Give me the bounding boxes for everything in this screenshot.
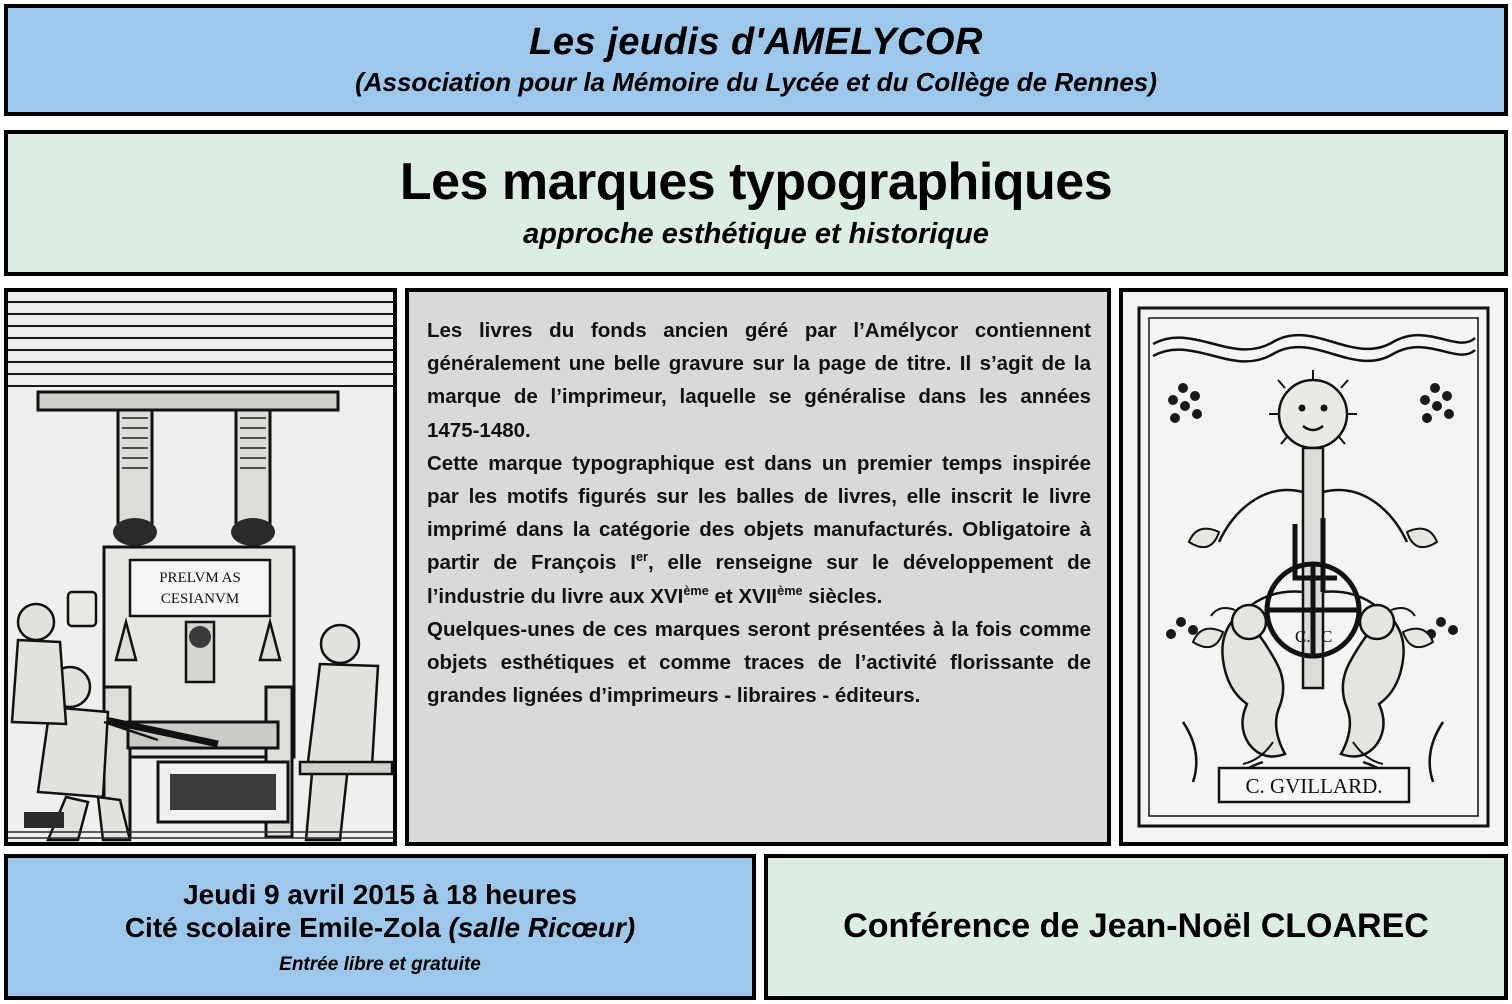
free-entry-note: Entrée libre et gratuite [279, 954, 481, 976]
paragraph-2-sup2: ème [683, 582, 709, 598]
description-panel [405, 288, 1111, 846]
content-row [4, 288, 1508, 846]
event-room: (salle Ricœur) [448, 912, 636, 943]
event-details-box [4, 854, 756, 1000]
title-band [4, 130, 1508, 276]
paragraph-2-sup1: er [635, 549, 648, 565]
svg-text:CESIANVM: CESIANVM [160, 591, 240, 607]
monogram-right-letter: C [1321, 627, 1333, 646]
paragraph-3: Quelques-unes de ces marques seront présentées à la fois comme objets esthétiques et comme traces de l’activité florissante de grandes lignées d’imprimeurs - libraires - éditeurs. [427, 617, 1091, 708]
press-illustration-icon [8, 292, 393, 842]
monogram-left-letter: C. [1295, 627, 1311, 646]
paragraph-2-part4: siècles. [802, 584, 883, 608]
paragraph-2-part2: , elle renseigne sur le développement de l’industrie du livre aux XVI [427, 551, 1091, 608]
association-title: Les jeudis d'AMELYCOR [529, 21, 983, 64]
event-location [125, 911, 635, 944]
event-date: Jeudi 9 avril 2015 à 18 heures [183, 878, 577, 910]
page-subtitle: approche esthétique et historique [523, 217, 989, 250]
page-title: Les marques typographiques [399, 153, 1113, 212]
event-venue: Cité scolaire Emile-Zola [124, 912, 441, 943]
paragraph-2-part3: et XVII [708, 584, 778, 608]
association-subtitle: (Association pour la Mémoire du Lycée et du Collège de Rennes) [355, 67, 1157, 98]
paragraph-2-sup3: ème [777, 582, 803, 598]
printing-press-engraving [4, 288, 397, 846]
paragraph-2-part1: Cette marque typographique est dans un premier temps inspirée par les motifs figurés sur les balles de livres, elle inscrit le livre imprimé dans la catégorie des objets manufacturés. Obligatoire à partir de François I [427, 451, 1091, 575]
svg-text:PRELVM AS: PRELVM AS [159, 570, 241, 586]
speaker-box [764, 854, 1508, 1000]
speaker-name: Conférence de Jean-Noël CLOAREC [843, 907, 1429, 946]
header-banner [4, 4, 1508, 116]
description-text [409, 292, 1107, 724]
printers-mark-label: C. GVILLARD. [1245, 774, 1383, 798]
printers-mark-engraving [1119, 288, 1508, 846]
paragraph-2 [427, 447, 1091, 613]
printers-mark-illustration-icon [1123, 292, 1504, 842]
paragraph-1: Les livres du fonds ancien géré par l’Amélycor contiennent généralement une belle gravure sur la page de titre. Il s’agit de la marque de l’imprimeur, laquelle se généralise dans les années 1475-1480. [427, 319, 1091, 442]
